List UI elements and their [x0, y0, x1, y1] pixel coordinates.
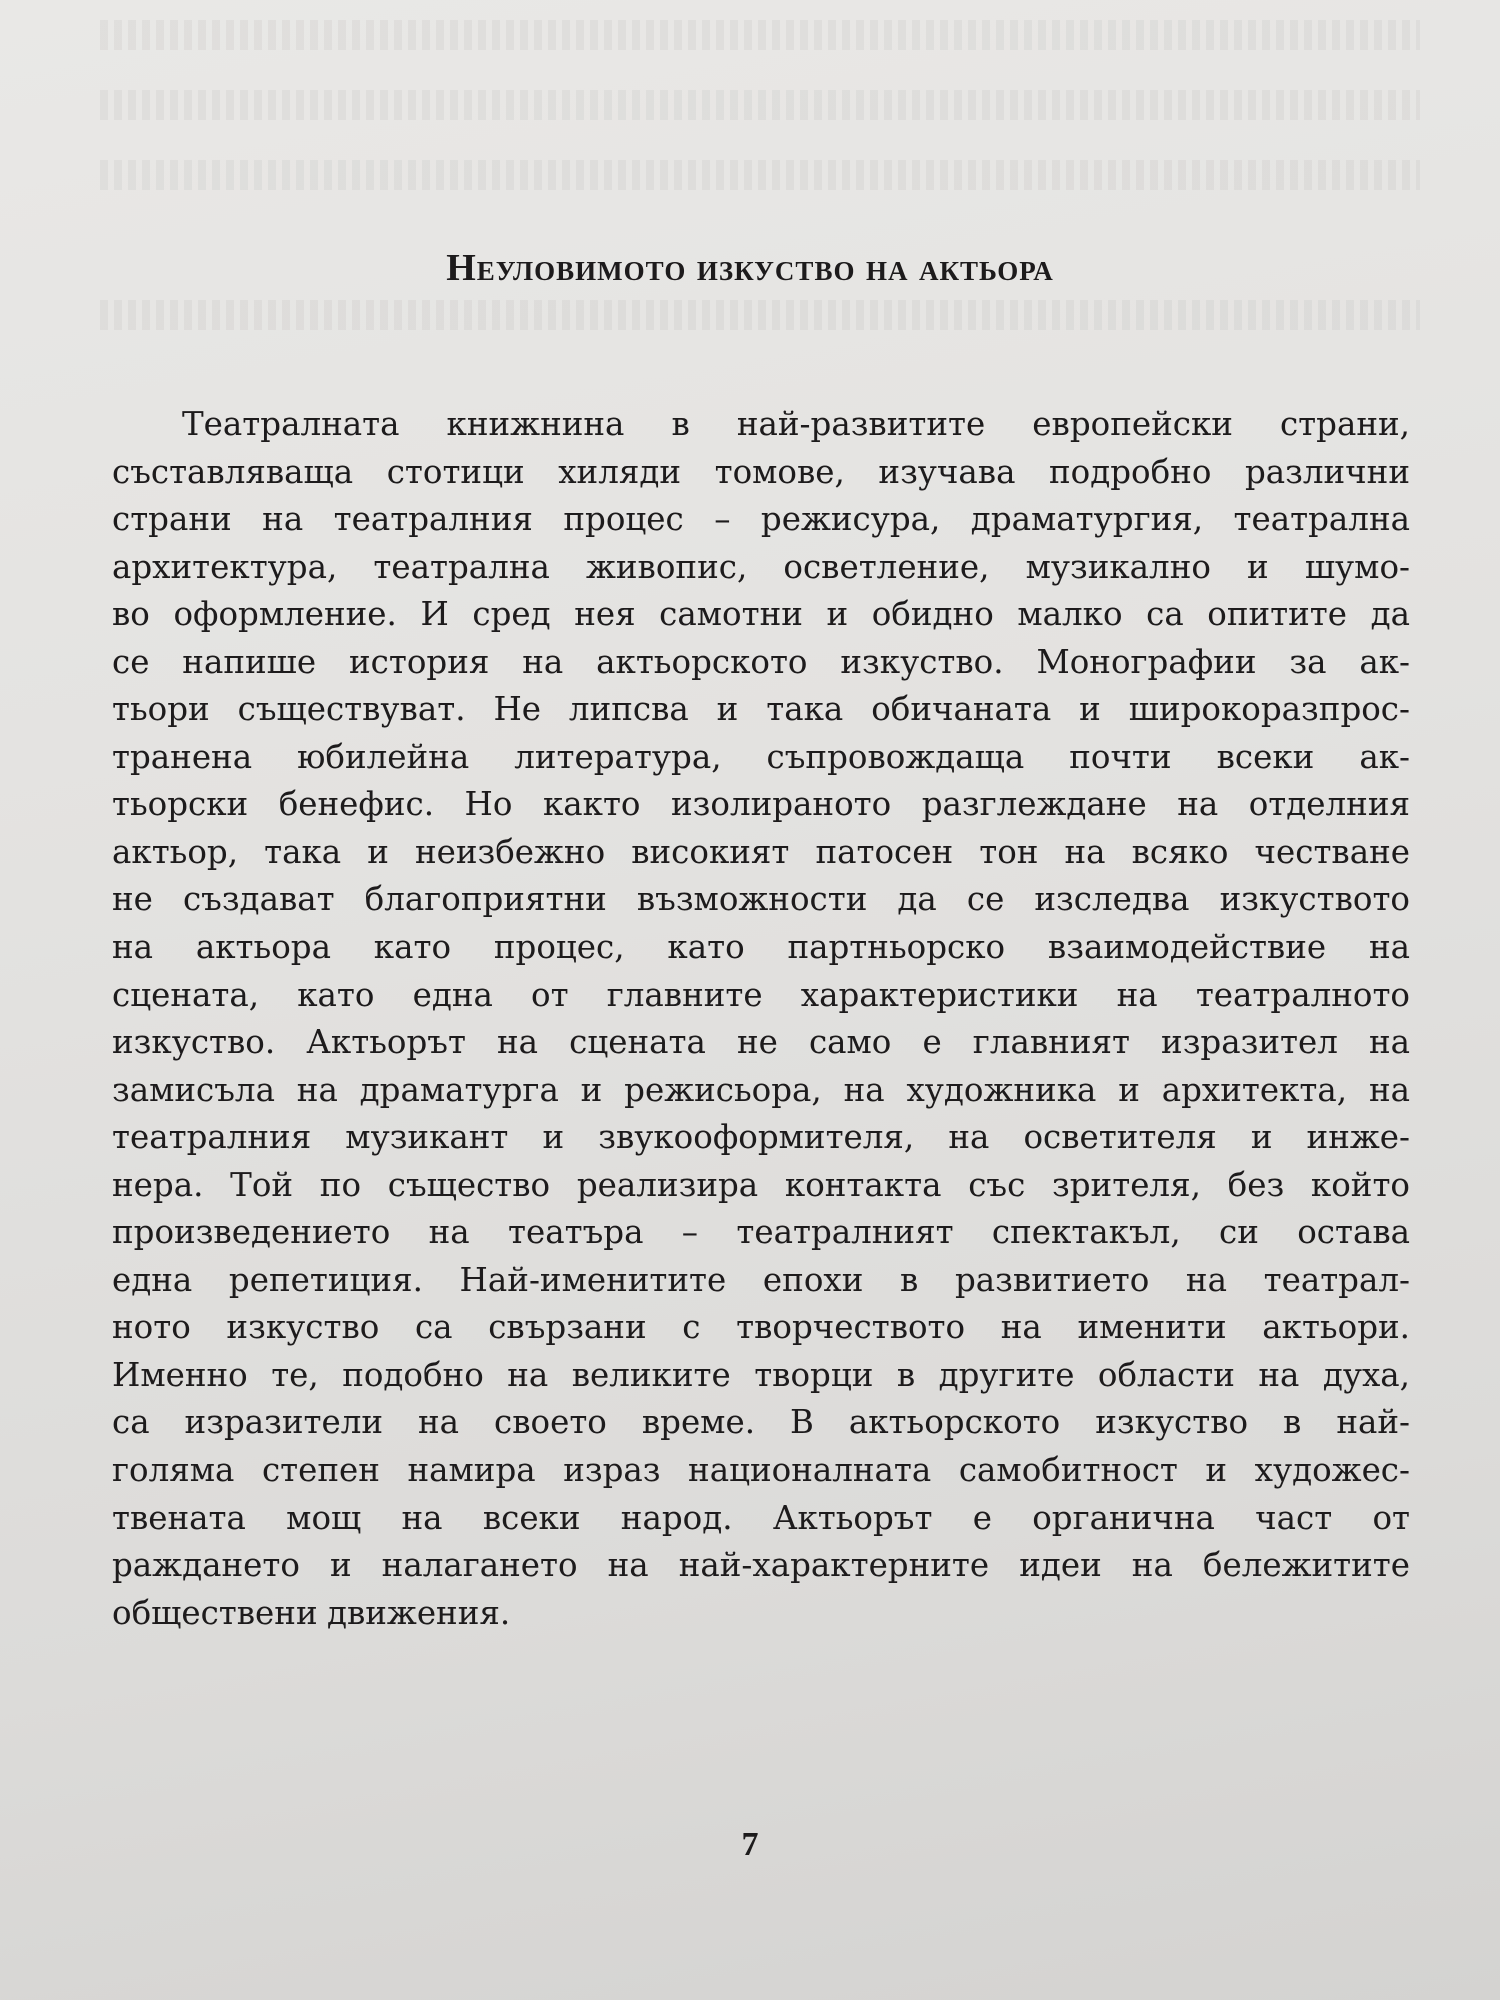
text-line: сцената, като една от главните характеристики на театралното — [112, 975, 1410, 1014]
text-line: една репетиция. Най-именитите епохи в развитието на театрал- — [112, 1260, 1410, 1299]
chapter-title: Неуловимото изкуство на актьора — [446, 247, 1054, 289]
text-line: архитектура, театрална живопис, осветление, музикално и шумо- — [112, 547, 1410, 586]
text-line: съставляваща стотици хиляди томове, изучава подробно различни — [112, 452, 1410, 491]
text-line: не създават благоприятни възможности да се изследва изкуството — [112, 880, 1410, 919]
text-line: нера. Той по същество реализира контакта със зрителя, без който — [112, 1165, 1410, 1204]
text-line: се напише история на актьорското изкуство. Монографии за ак- — [112, 642, 1410, 681]
text-line: са изразители на своето време. В актьорското изкуство в най- — [112, 1403, 1410, 1442]
text-line: замисъла на драматурга и режисьора, на художника и архитекта, на — [112, 1070, 1410, 1109]
text-line: страни на театралния процес – режисура, драматургия, театрална — [112, 500, 1410, 539]
text-line: твената мощ на всеки народ. Актьорът е органична част от — [112, 1498, 1410, 1537]
text-line: ното изкуство са свързани с творчеството на именити актьори. — [112, 1308, 1410, 1347]
text-line: изкуство. Актьорът на сцената не само е главният изразител на — [112, 1023, 1410, 1062]
show-through-text — [100, 20, 1420, 50]
text-line: Театралната книжнина в най-развитите европейски страни, — [182, 405, 1410, 443]
show-through-text — [100, 300, 1420, 330]
show-through-text — [100, 160, 1420, 190]
text-line: тьорски бенефис. Но както изолираното разглеждане на отделния — [112, 785, 1410, 824]
text-line: во оформление. И сред нея самотни и обидно малко са опитите да — [112, 595, 1410, 634]
text-line: обществени движения. — [112, 1593, 511, 1632]
page-number: 7 — [741, 1826, 759, 1863]
text-line: раждането и налагането на най-характерните идеи на бележитите — [112, 1546, 1410, 1585]
text-line: Именно те, подобно на великите творци в другите области на духа, — [112, 1355, 1410, 1394]
text-line: тьори съществуват. Не липсва и така обичаната и широкоразпрос- — [112, 690, 1410, 729]
text-line: актьор, така и неизбежно високият патосен тон на всяко честване — [112, 832, 1410, 871]
text-line: произведението на театъра – театралният спектакъл, си остава — [112, 1213, 1410, 1252]
text-line: на актьора като процес, като партньорско взаимодействие на — [112, 928, 1410, 967]
text-line: голяма степен намира израз националната самобитност и художес- — [112, 1451, 1410, 1490]
text-line: театралния музикант и звукооформителя, на осветителя и инже- — [112, 1118, 1410, 1157]
show-through-text — [100, 90, 1420, 120]
text-line: транена юбилейна литература, съпровождаща почти всеки ак- — [112, 737, 1410, 776]
body-paragraph — [112, 401, 1410, 1637]
